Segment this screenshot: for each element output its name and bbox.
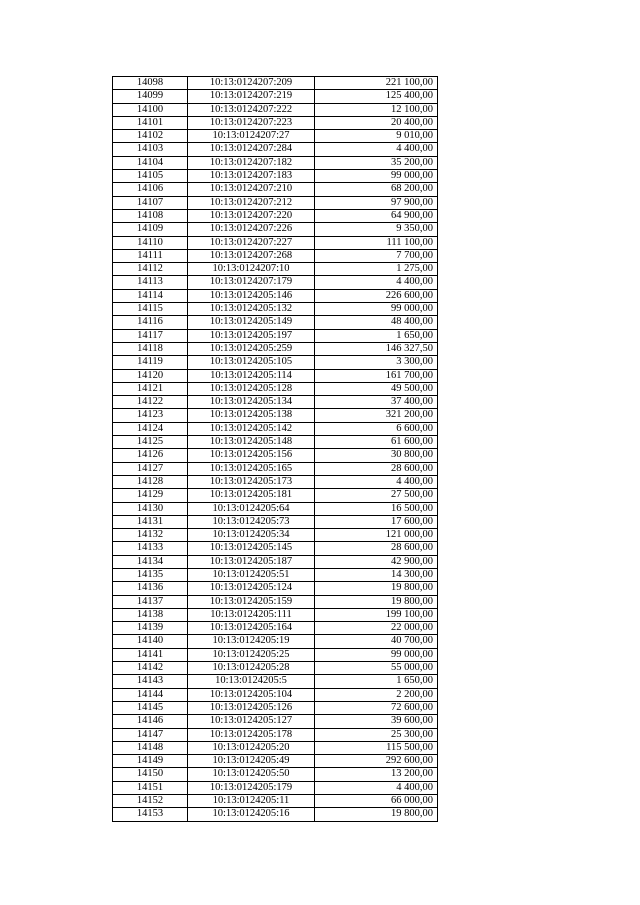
row-number-cell: 14145 [113,701,188,714]
value-cell: 16 500,00 [315,502,438,515]
row-number-cell: 14128 [113,475,188,488]
cadastral-number-cell: 10:13:0124207:284 [188,143,315,156]
value-cell: 99 000,00 [315,648,438,661]
row-number-cell: 14100 [113,103,188,116]
table-row [113,223,438,236]
row-number-cell: 14140 [113,635,188,648]
row-number-cell: 14137 [113,595,188,608]
row-number-cell: 14115 [113,303,188,316]
cadastral-number-cell: 10:13:0124205:104 [188,688,315,701]
value-cell: 28 600,00 [315,462,438,475]
cadastral-number-cell: 10:13:0124207:268 [188,249,315,262]
cadastral-number-cell: 10:13:0124205:49 [188,755,315,768]
cadastral-number-cell: 10:13:0124205:149 [188,316,315,329]
cadastral-number-cell: 10:13:0124205:156 [188,449,315,462]
table-row [113,568,438,581]
cadastral-number-cell: 10:13:0124205:105 [188,356,315,369]
row-number-cell: 14105 [113,170,188,183]
row-number-cell: 14125 [113,436,188,449]
cadastral-number-cell: 10:13:0124205:73 [188,515,315,528]
table-row [113,116,438,129]
table-row [113,276,438,289]
value-cell: 2 200,00 [315,688,438,701]
row-number-cell: 14098 [113,77,188,90]
table-row [113,462,438,475]
value-cell: 6 600,00 [315,422,438,435]
table-row [113,595,438,608]
table-row [113,130,438,143]
cadastral-number-cell: 10:13:0124205:164 [188,622,315,635]
row-number-cell: 14113 [113,276,188,289]
row-number-cell: 14112 [113,263,188,276]
value-cell: 115 500,00 [315,741,438,754]
row-number-cell: 14132 [113,529,188,542]
table-row [113,622,438,635]
value-cell: 199 100,00 [315,608,438,621]
cadastral-number-cell: 10:13:0124205:28 [188,662,315,675]
row-number-cell: 14136 [113,582,188,595]
row-number-cell: 14124 [113,422,188,435]
row-number-cell: 14151 [113,781,188,794]
cadastral-number-cell: 10:13:0124207:219 [188,90,315,103]
cadastral-value-table [112,76,438,822]
value-cell: 1 650,00 [315,329,438,342]
cadastral-number-cell: 10:13:0124207:212 [188,196,315,209]
row-number-cell: 14119 [113,356,188,369]
value-cell: 13 200,00 [315,768,438,781]
cadastral-number-cell: 10:13:0124205:187 [188,555,315,568]
table-row [113,635,438,648]
table-row [113,555,438,568]
cadastral-number-cell: 10:13:0124205:159 [188,595,315,608]
cadastral-number-cell: 10:13:0124207:226 [188,223,315,236]
table-row [113,196,438,209]
cadastral-number-cell: 10:13:0124205:111 [188,608,315,621]
table-row [113,768,438,781]
cadastral-number-cell: 10:13:0124205:126 [188,701,315,714]
row-number-cell: 14150 [113,768,188,781]
cadastral-number-cell: 10:13:0124205:134 [188,396,315,409]
value-cell: 68 200,00 [315,183,438,196]
value-cell: 12 100,00 [315,103,438,116]
cadastral-number-cell: 10:13:0124205:165 [188,462,315,475]
cadastral-number-cell: 10:13:0124207:27 [188,130,315,143]
row-number-cell: 14146 [113,715,188,728]
row-number-cell: 14152 [113,795,188,808]
row-number-cell: 14138 [113,608,188,621]
value-cell: 28 600,00 [315,542,438,555]
table-row [113,303,438,316]
cadastral-number-cell: 10:13:0124205:259 [188,342,315,355]
row-number-cell: 14144 [113,688,188,701]
table-row [113,436,438,449]
row-number-cell: 14110 [113,236,188,249]
table-row [113,316,438,329]
cadastral-number-cell: 10:13:0124205:138 [188,409,315,422]
value-cell: 9 010,00 [315,130,438,143]
value-cell: 1 650,00 [315,675,438,688]
table-row [113,675,438,688]
table-body [113,77,438,822]
row-number-cell: 14129 [113,489,188,502]
table-row [113,170,438,183]
row-number-cell: 14147 [113,728,188,741]
value-cell: 49 500,00 [315,382,438,395]
cadastral-number-cell: 10:13:0124205:20 [188,741,315,754]
table-row [113,422,438,435]
cadastral-number-cell: 10:13:0124207:182 [188,156,315,169]
table-row [113,289,438,302]
value-cell: 66 000,00 [315,795,438,808]
cadastral-number-cell: 10:13:0124207:179 [188,276,315,289]
value-cell: 4 400,00 [315,475,438,488]
table-row [113,236,438,249]
value-cell: 121 000,00 [315,529,438,542]
row-number-cell: 14101 [113,116,188,129]
table-row [113,156,438,169]
cadastral-number-cell: 10:13:0124207:210 [188,183,315,196]
table-row [113,475,438,488]
table-row [113,396,438,409]
row-number-cell: 14122 [113,396,188,409]
value-cell: 19 800,00 [315,595,438,608]
value-cell: 14 300,00 [315,568,438,581]
value-cell: 30 800,00 [315,449,438,462]
table-row [113,90,438,103]
table-row [113,715,438,728]
row-number-cell: 14116 [113,316,188,329]
table-row [113,369,438,382]
cadastral-number-cell: 10:13:0124205:132 [188,303,315,316]
table-row [113,356,438,369]
value-cell: 19 800,00 [315,808,438,821]
cadastral-number-cell: 10:13:0124207:222 [188,103,315,116]
row-number-cell: 14148 [113,741,188,754]
table-row [113,329,438,342]
table-row [113,529,438,542]
cadastral-number-cell: 10:13:0124205:179 [188,781,315,794]
value-cell: 226 600,00 [315,289,438,302]
table-row [113,143,438,156]
cadastral-number-cell: 10:13:0124205:148 [188,436,315,449]
table-row [113,795,438,808]
table-row [113,608,438,621]
value-cell: 3 300,00 [315,356,438,369]
value-cell: 1 275,00 [315,263,438,276]
table-row [113,502,438,515]
value-cell: 99 000,00 [315,170,438,183]
row-number-cell: 14107 [113,196,188,209]
value-cell: 19 800,00 [315,582,438,595]
value-cell: 48 400,00 [315,316,438,329]
row-number-cell: 14126 [113,449,188,462]
cadastral-number-cell: 10:13:0124205:11 [188,795,315,808]
value-cell: 4 400,00 [315,143,438,156]
cadastral-number-cell: 10:13:0124207:183 [188,170,315,183]
row-number-cell: 14131 [113,515,188,528]
value-cell: 221 100,00 [315,77,438,90]
cadastral-number-cell: 10:13:0124205:128 [188,382,315,395]
value-cell: 146 327,50 [315,342,438,355]
cadastral-number-cell: 10:13:0124207:227 [188,236,315,249]
table-row [113,249,438,262]
row-number-cell: 14103 [113,143,188,156]
cadastral-number-cell: 10:13:0124205:127 [188,715,315,728]
row-number-cell: 14120 [113,369,188,382]
table-row [113,755,438,768]
table-row [113,515,438,528]
table-row [113,209,438,222]
value-cell: 37 400,00 [315,396,438,409]
value-cell: 64 900,00 [315,209,438,222]
value-cell: 25 300,00 [315,728,438,741]
row-number-cell: 14121 [113,382,188,395]
value-cell: 42 900,00 [315,555,438,568]
value-cell: 321 200,00 [315,409,438,422]
row-number-cell: 14106 [113,183,188,196]
cadastral-number-cell: 10:13:0124205:197 [188,329,315,342]
row-number-cell: 14114 [113,289,188,302]
row-number-cell: 14117 [113,329,188,342]
cadastral-number-cell: 10:13:0124205:114 [188,369,315,382]
row-number-cell: 14099 [113,90,188,103]
value-cell: 161 700,00 [315,369,438,382]
value-cell: 39 600,00 [315,715,438,728]
value-cell: 40 700,00 [315,635,438,648]
row-number-cell: 14130 [113,502,188,515]
value-cell: 97 900,00 [315,196,438,209]
cadastral-number-cell: 10:13:0124205:25 [188,648,315,661]
table-row [113,808,438,821]
value-cell: 17 600,00 [315,515,438,528]
row-number-cell: 14133 [113,542,188,555]
table-row [113,489,438,502]
row-number-cell: 14111 [113,249,188,262]
cadastral-number-cell: 10:13:0124207:223 [188,116,315,129]
row-number-cell: 14127 [113,462,188,475]
cadastral-number-cell: 10:13:0124205:19 [188,635,315,648]
cadastral-number-cell: 10:13:0124205:146 [188,289,315,302]
cadastral-number-cell: 10:13:0124205:124 [188,582,315,595]
table-row [113,582,438,595]
table-row [113,449,438,462]
row-number-cell: 14135 [113,568,188,581]
row-number-cell: 14149 [113,755,188,768]
table-row [113,741,438,754]
value-cell: 4 400,00 [315,276,438,289]
table-row [113,77,438,90]
row-number-cell: 14134 [113,555,188,568]
row-number-cell: 14142 [113,662,188,675]
table-row [113,382,438,395]
row-number-cell: 14109 [113,223,188,236]
table-row [113,183,438,196]
value-cell: 99 000,00 [315,303,438,316]
value-cell: 125 400,00 [315,90,438,103]
row-number-cell: 14139 [113,622,188,635]
table-row [113,103,438,116]
table-row [113,688,438,701]
row-number-cell: 14143 [113,675,188,688]
value-cell: 20 400,00 [315,116,438,129]
value-cell: 111 100,00 [315,236,438,249]
row-number-cell: 14123 [113,409,188,422]
cadastral-number-cell: 10:13:0124205:173 [188,475,315,488]
cadastral-number-cell: 10:13:0124205:50 [188,768,315,781]
value-cell: 35 200,00 [315,156,438,169]
value-cell: 61 600,00 [315,436,438,449]
table-row [113,263,438,276]
row-number-cell: 14153 [113,808,188,821]
value-cell: 72 600,00 [315,701,438,714]
value-cell: 55 000,00 [315,662,438,675]
cadastral-number-cell: 10:13:0124205:16 [188,808,315,821]
table-row [113,701,438,714]
cadastral-number-cell: 10:13:0124205:178 [188,728,315,741]
cadastral-number-cell: 10:13:0124205:145 [188,542,315,555]
value-cell: 7 700,00 [315,249,438,262]
value-cell: 292 600,00 [315,755,438,768]
table-row [113,342,438,355]
cadastral-number-cell: 10:13:0124205:5 [188,675,315,688]
table-row [113,728,438,741]
cadastral-number-cell: 10:13:0124207:209 [188,77,315,90]
cadastral-number-cell: 10:13:0124205:142 [188,422,315,435]
value-cell: 22 000,00 [315,622,438,635]
cadastral-number-cell: 10:13:0124207:10 [188,263,315,276]
table-row [113,662,438,675]
table-row [113,542,438,555]
value-cell: 9 350,00 [315,223,438,236]
row-number-cell: 14102 [113,130,188,143]
value-cell: 27 500,00 [315,489,438,502]
cadastral-number-cell: 10:13:0124205:51 [188,568,315,581]
cadastral-number-cell: 10:13:0124207:220 [188,209,315,222]
table-row [113,781,438,794]
value-cell: 4 400,00 [315,781,438,794]
cadastral-number-cell: 10:13:0124205:64 [188,502,315,515]
row-number-cell: 14104 [113,156,188,169]
row-number-cell: 14118 [113,342,188,355]
cadastral-number-cell: 10:13:0124205:181 [188,489,315,502]
table-row [113,648,438,661]
table-row [113,409,438,422]
row-number-cell: 14141 [113,648,188,661]
cadastral-number-cell: 10:13:0124205:34 [188,529,315,542]
row-number-cell: 14108 [113,209,188,222]
